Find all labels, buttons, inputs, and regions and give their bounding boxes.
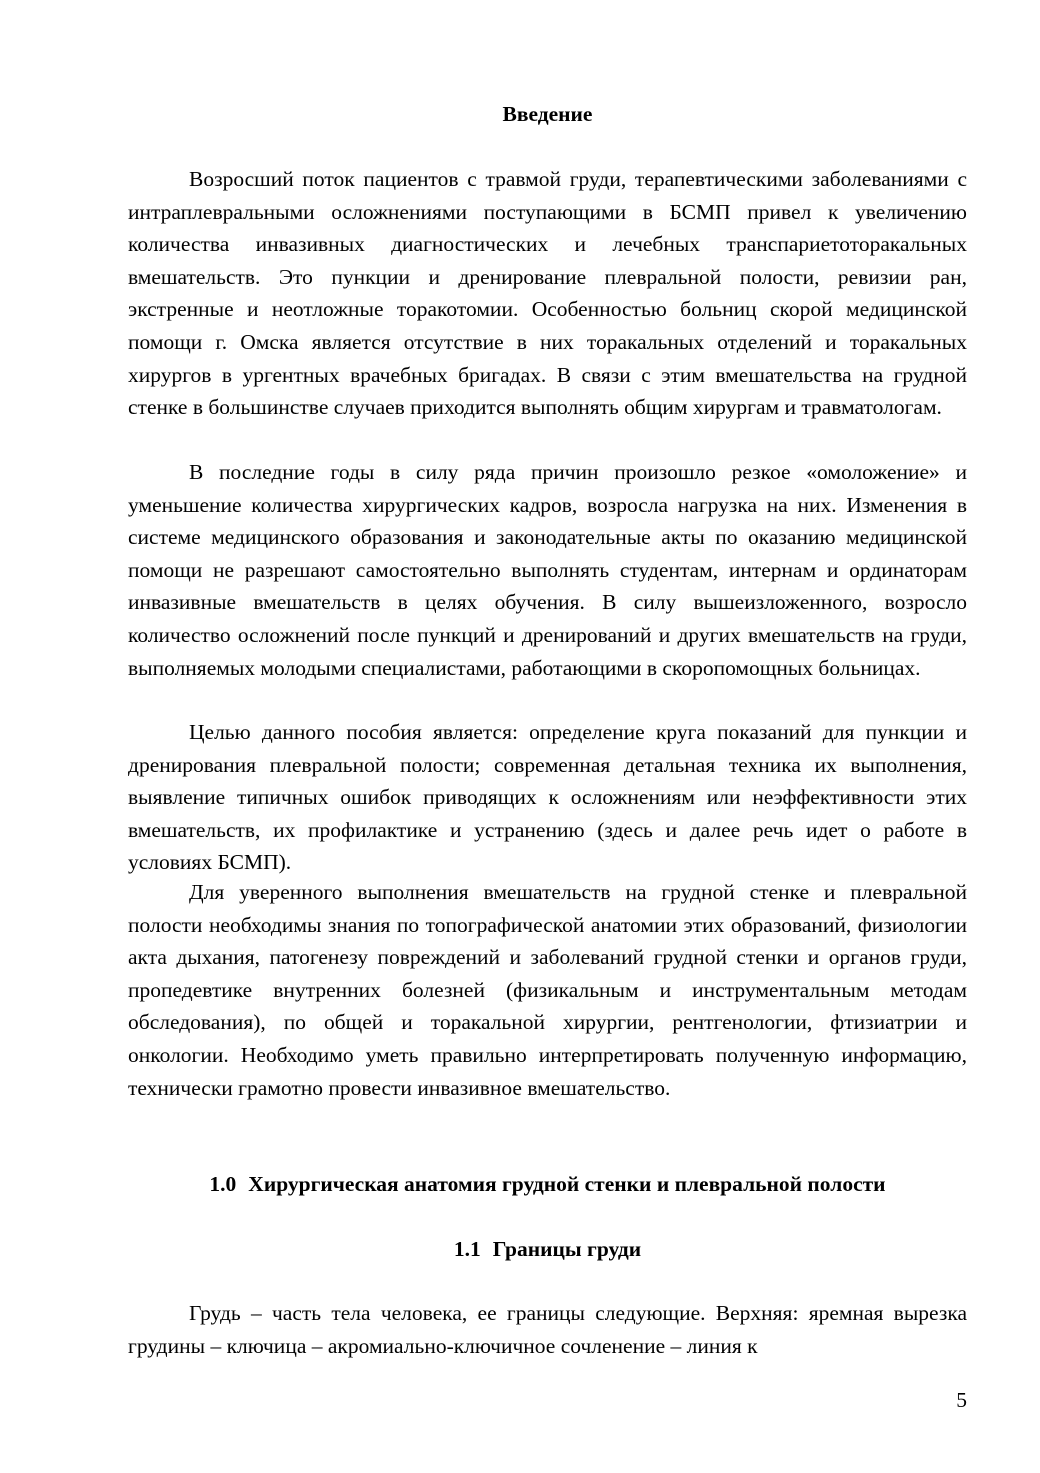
paragraph-4: Для уверенного выполнения вмешательств на грудной стенке и плевральной полости необходимы знания по топографической анатомии этих образований, физиологии акта дыхания, патогенезу повреждений и заболеваний грудной стенки и органов груди, пропедевтике внутренних болезней (физикальным и инструментальным методам обследования), по общей и торакальной хирургии, рентгенологии, фтизиатрии и онкологии. Необходимо уметь правильно интерпретировать полученную информацию, технически грамотно провести инвазивное вмешательство.	[128, 880, 967, 1100]
section-heading-1-1	[128, 1236, 967, 1262]
paragraph-5: Грудь – часть тела человека, ее границы следующие. Верхняя: яремная вырезка грудины – ключица – акромиально-ключичное сочленение – линия к	[128, 1301, 967, 1358]
section-number: 1.0	[209, 1172, 237, 1196]
paragraph-1: Возросший поток пациентов с травмой груди, терапевтическими заболеваниями с интраплевральными осложнениями поступающими в БСМП привел к увеличению количества инвазивных диагностических и лечебных транспариетоторакальных вмешательств. Это пункции и дренирование плевральной полости, ревизии ран, экстренные и неотложные торакотомии. Особенностью больниц скорой медицинской помощи г. Омска является отсутствие в них торакальных отделений и торакальных хирургов в ургентных врачебных бригадах. В связи с этим вмешательства на грудной стенке в большинстве случаев приходится выполнять общим хирургам и травматологам.	[128, 167, 967, 420]
section-heading-1-0	[128, 1171, 967, 1197]
heading-introduction: Введение	[502, 102, 593, 126]
section-title: Хирургическая анатомия грудной стенки и плевральной полости	[248, 1172, 886, 1196]
subsection-number: 1.1	[453, 1237, 481, 1261]
subsection-title: Границы груди	[492, 1237, 642, 1261]
page-number: 5	[956, 1388, 967, 1412]
paragraph-3: Целью данного пособия является: определение круга показаний для пункции и дренирования плевральной полости; современная детальная техника их выполнения, выявление типичных ошибок приводящих к осложнениям или неэффективности этих вмешательств, их профилактике и устранению (здесь и далее речь идет о работе в условиях БСМП).	[128, 720, 967, 875]
paragraph-2: В последние годы в силу ряда причин произошло резкое «омоложение» и уменьшение количества хирургических кадров, возросла нагрузка на них. Изменения в системе медицинского образования и законодательные акты по оказанию медицинской помощи не разрешают самостоятельно выполнять студентам, интернам и ординаторам инвазивные вмешательств в целях обучения. В силу вышеизложенного, возросло количество осложнений после пункций и дренирований и других вмешательств на груди, выполняемых молодыми специалистами, работающими в скоропомощных больницах.	[128, 460, 967, 680]
